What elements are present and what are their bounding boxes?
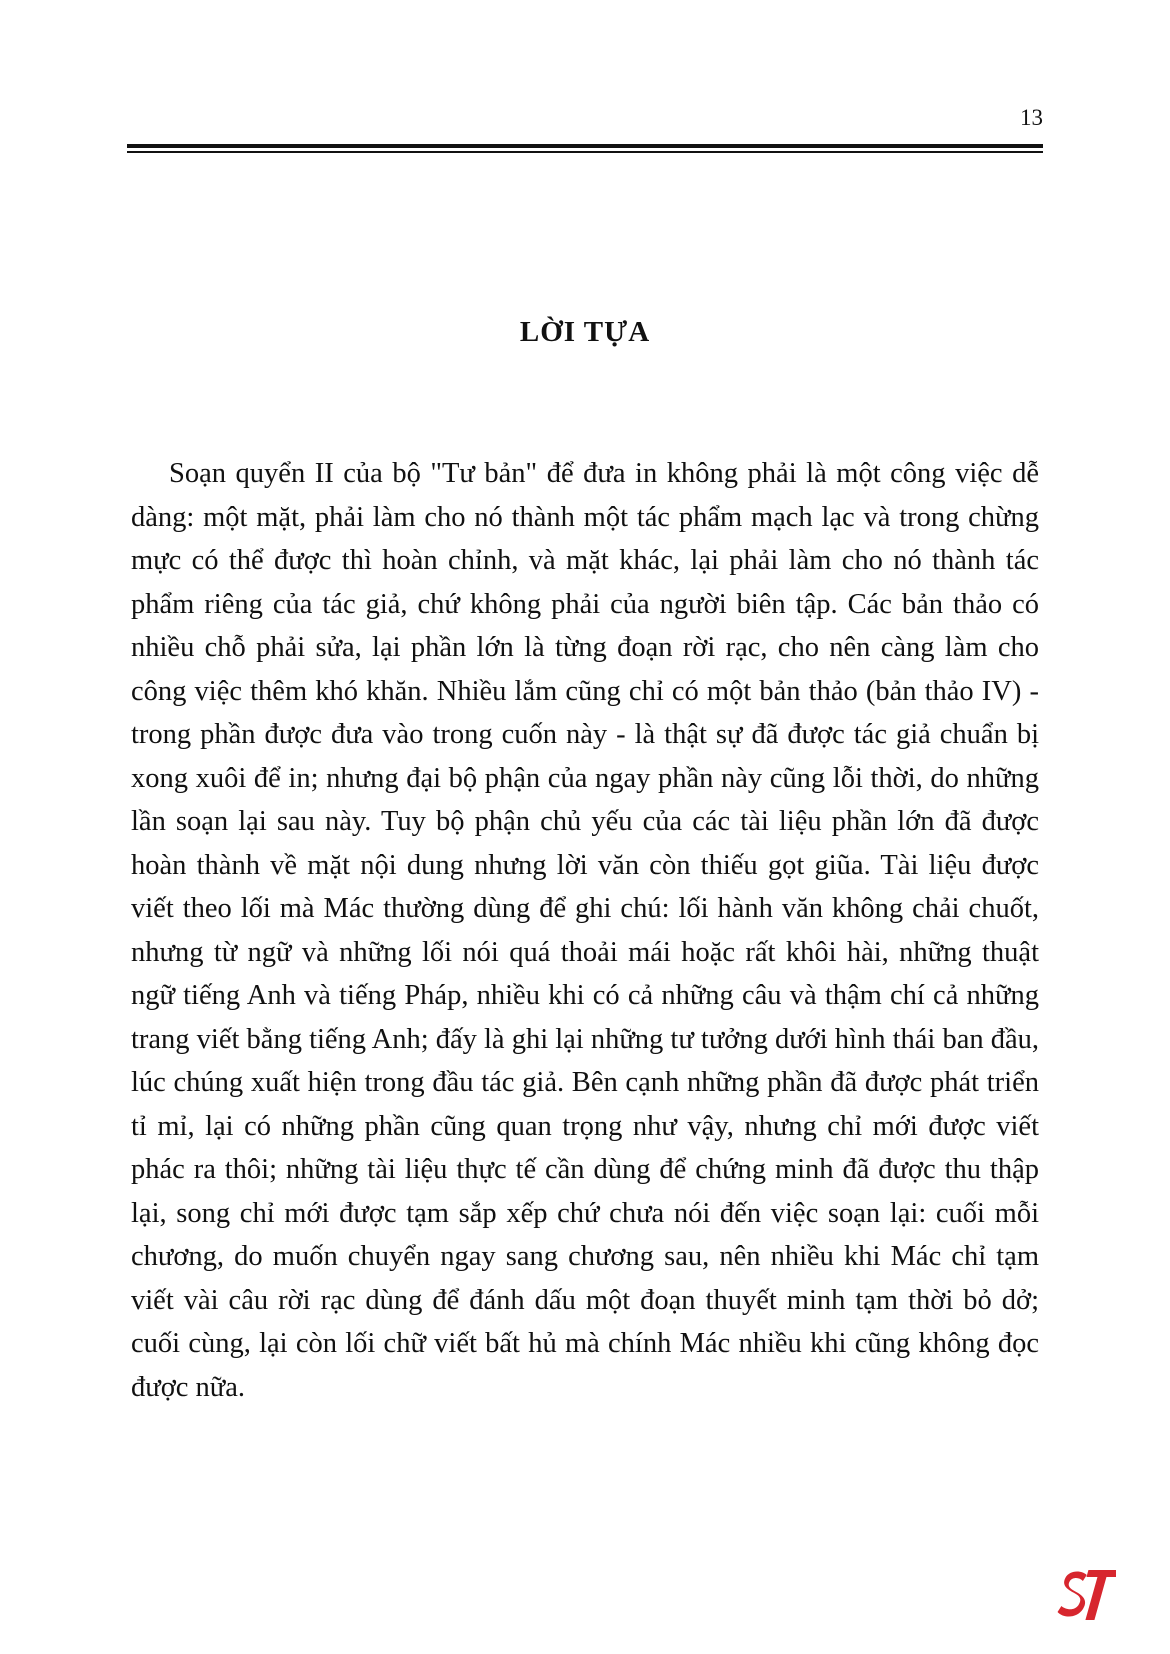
body-text: [131, 452, 1039, 1409]
publisher-logo-icon: [1056, 1566, 1116, 1628]
logo-text: ST: [1086, 1606, 1088, 1607]
page-number: 13: [1020, 105, 1043, 130]
header-rule: [127, 144, 1043, 153]
header-rule-thick: [127, 144, 1043, 148]
chapter-title: LỜI TỰA: [519, 316, 651, 348]
body-paragraph: Soạn quyển II của bộ "Tư bản" để đưa in không phải là một công việc dễ dàng: một mặt, phải làm cho nó thành một tác phẩm mạch lạc và trong chừng mực có thể được thì hoàn chỉnh, và mặt khác, lại phải làm cho nó thành tác phẩm riêng của tác giả, chứ không phải của người biên tập. Các bản thảo có nhiều chỗ phải sửa, lại phần lớn là từng đoạn rời rạc, cho nên càng làm cho công việc thêm khó khăn. Nhiều lắm cũng chỉ có một bản thảo (bản thảo IV) - trong phần được đưa vào trong cuốn này - là thật sự đã được tác giả chuẩn bị xong xuôi để in; nhưng đại bộ phận của ngay phần này cũng lỗi thời, do những lần soạn lại sau này. Tuy bộ phận chủ yếu của các tài liệu phần lớn đã được hoàn thành về mặt nội dung nhưng lời văn còn thiếu gọt giũa. Tài liệu được viết theo lối mà Mác thường dùng để ghi chú: lối hành văn không chải chuốt, nhưng từ ngữ và những lối nói quá thoải mái hoặc rất khôi hài, những thuật ngữ tiếng Anh và tiếng Pháp, nhiều khi có cả những câu và thậm chí cả những trang viết bằng tiếng Anh; đấy là ghi lại những tư tưởng dưới hình thái ban đầu, lúc chúng xuất hiện trong đầu tác giả. Bên cạnh những phần đã được phát triển tỉ mỉ, lại có những phần cũng quan trọng như vậy, nhưng chỉ mới được viết phác ra thôi; những tài liệu thực tế cần dùng để chứng minh đã được thu thập lại, song chỉ mới được tạm sắp xếp chứ chưa nói đến việc soạn lại: cuối mỗi chương, do muốn chuyển ngay sang chương sau, nên nhiều khi Mác chỉ tạm viết vài câu rời rạc dùng để đánh dấu một đoạn thuyết minh tạm thời bỏ dở; cuối cùng, lại còn lối chữ viết bất hủ mà chính Mác nhiều khi cũng không đọc được nữa.: [131, 458, 1039, 1403]
header-rule-thin: [127, 151, 1043, 153]
